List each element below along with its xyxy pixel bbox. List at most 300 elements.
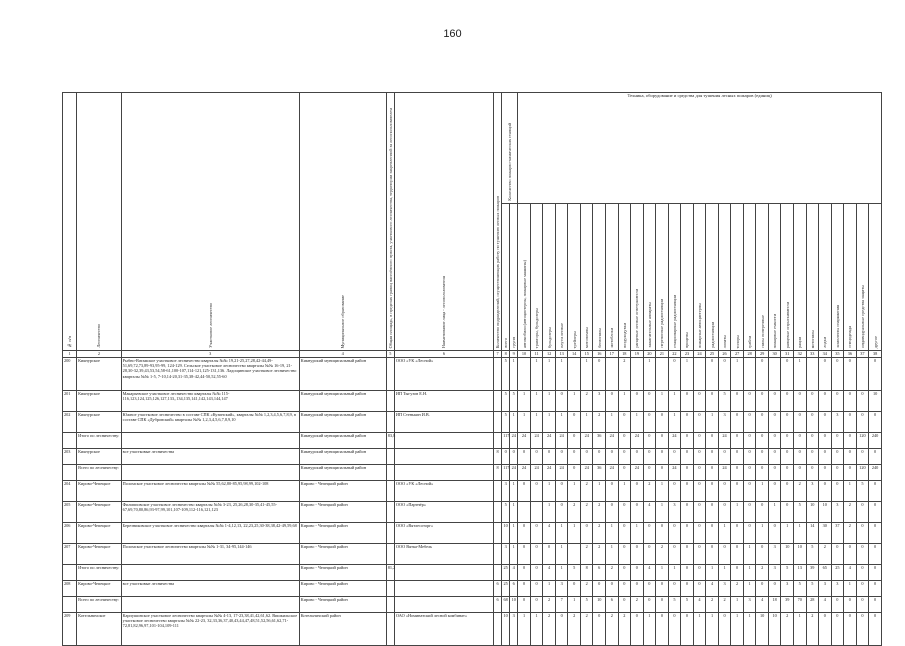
- value-cell: 2: [844, 502, 857, 523]
- value-cell: 2: [568, 613, 581, 646]
- header-text: Количество подразделений, осуществляющих работу по тушению лесных пожаров: [495, 195, 501, 348]
- value-cell: 4: [543, 565, 556, 581]
- area-value: [386, 358, 394, 391]
- header-col6: [394, 93, 493, 351]
- area-value: 83,8: [386, 433, 394, 449]
- value-cell: 1: [706, 613, 719, 646]
- value-cell: 68: [502, 597, 510, 613]
- value-cell: 0: [731, 412, 744, 433]
- value-cell: 3: [831, 581, 844, 597]
- value-cell: 5: [781, 565, 794, 581]
- header-text: другое: [872, 335, 878, 348]
- header-equipment: [656, 204, 669, 351]
- value-cell: 0: [718, 544, 731, 565]
- value-cell: 10: [502, 613, 510, 646]
- header-text: Количество пожарно-химических станций: [507, 123, 513, 201]
- header-equipment: [806, 204, 819, 351]
- value-cell: 1: [743, 581, 756, 597]
- value-cell: 0: [793, 449, 806, 465]
- value-cell: 3: [831, 412, 844, 433]
- district-description: все участковые лесничества: [121, 581, 299, 597]
- value-cell: 0: [781, 502, 794, 523]
- value-cell: 0: [618, 597, 631, 613]
- value-cell: 0: [844, 433, 857, 449]
- value-cell: 0: [518, 581, 531, 597]
- value-cell: 0: [643, 412, 656, 433]
- value-cell: 0: [856, 613, 869, 646]
- value-cell: 1: [706, 565, 719, 581]
- value-cell: 0: [793, 433, 806, 449]
- value-cell: [494, 481, 502, 502]
- value-cell: 1: [555, 544, 568, 565]
- forestry-name: Всего по лесничеству:: [77, 465, 122, 481]
- value-cell: 0: [693, 581, 706, 597]
- header-col8: [502, 93, 518, 204]
- header-equipment: [706, 204, 719, 351]
- row-number: 203: [63, 449, 77, 465]
- header-col1: [63, 93, 77, 351]
- value-cell: 0: [580, 449, 593, 465]
- value-cell: 2: [718, 597, 731, 613]
- value-cell: 3: [806, 481, 819, 502]
- value-cell: [494, 613, 502, 646]
- value-cell: 0: [869, 565, 882, 581]
- header-equipment: [869, 204, 882, 351]
- value-cell: 3: [668, 502, 681, 523]
- header-text: лодки: [822, 337, 828, 348]
- value-cell: 3: [768, 544, 781, 565]
- column-number: 6: [394, 351, 493, 358]
- row-number: 204: [63, 481, 77, 502]
- header-equipment: [844, 204, 857, 351]
- value-cell: 3: [510, 613, 518, 646]
- value-cell: 0: [856, 581, 869, 597]
- header-equipment: [819, 204, 832, 351]
- district-description: Поломское участковое лесничество кварталы №№ 1-31, 34-95,144-146: [121, 544, 299, 565]
- value-cell: 0: [693, 449, 706, 465]
- value-cell: 24: [555, 433, 568, 449]
- value-cell: 65: [819, 565, 832, 581]
- header-text: Наименование лица - лесопользователя: [441, 275, 447, 348]
- value-cell: 0: [756, 433, 769, 449]
- value-cell: 0: [681, 502, 694, 523]
- value-cell: 0: [768, 581, 781, 597]
- value-cell: 0: [606, 481, 619, 502]
- value-cell: 1: [568, 391, 581, 412]
- forest-user: ООО «Партнёр»: [394, 502, 493, 523]
- value-cell: 1: [555, 412, 568, 433]
- value-cell: 0: [668, 481, 681, 502]
- value-cell: 0: [631, 544, 644, 565]
- value-cell: 1: [743, 544, 756, 565]
- value-cell: 0: [731, 433, 744, 449]
- value-cell: 0: [819, 391, 832, 412]
- value-cell: 5: [806, 581, 819, 597]
- value-cell: 240: [869, 433, 882, 449]
- row-number: 205: [63, 502, 77, 523]
- value-cell: 0: [869, 544, 882, 565]
- forestry-name: Итого по лесничеству:: [77, 565, 122, 581]
- header-text: Муниципальное образование: [340, 294, 346, 348]
- value-cell: 0: [781, 449, 794, 465]
- value-cell: 0: [781, 433, 794, 449]
- value-cell: 1: [568, 481, 581, 502]
- value-cell: 5: [580, 597, 593, 613]
- value-cell: 7: [555, 597, 568, 613]
- value-cell: 0: [844, 597, 857, 613]
- value-cell: 0: [706, 358, 719, 391]
- column-number: 21: [656, 351, 669, 358]
- value-cell: 0: [781, 465, 794, 481]
- forest-user: [394, 581, 493, 597]
- value-cell: 0: [643, 449, 656, 465]
- value-cell: 0: [618, 502, 631, 523]
- value-cell: 0: [831, 597, 844, 613]
- table-row: [63, 613, 882, 646]
- header-text: мотоблоки: [609, 328, 615, 348]
- municipality: Кикнурский муниципальный район: [299, 412, 386, 433]
- value-cell: 1: [631, 523, 644, 544]
- header-equipment: [743, 204, 756, 351]
- header-group-row: [63, 93, 882, 204]
- column-number: 27: [731, 351, 744, 358]
- header-col2: [77, 93, 122, 351]
- value-cell: 0: [693, 465, 706, 481]
- value-cell: [631, 358, 644, 391]
- value-cell: 28: [806, 597, 819, 613]
- value-cell: 1: [530, 391, 543, 412]
- value-cell: 1: [510, 358, 518, 391]
- header-text: лопаты: [722, 334, 728, 348]
- table-row: [63, 412, 882, 433]
- header-equipment: [555, 204, 568, 351]
- value-cell: 1: [543, 358, 556, 391]
- value-cell: 0: [869, 358, 882, 391]
- value-cell: 1: [668, 565, 681, 581]
- municipality: Кирово - Чепецкий район: [299, 581, 386, 597]
- value-cell: 4: [543, 523, 556, 544]
- header-equipment: [693, 204, 706, 351]
- value-cell: 2: [618, 358, 631, 391]
- value-cell: 3: [781, 581, 794, 597]
- value-cell: 1: [510, 523, 518, 544]
- value-cell: 2: [631, 597, 644, 613]
- forest-user: [394, 597, 493, 613]
- value-cell: 0: [756, 449, 769, 465]
- table-row: [63, 465, 882, 481]
- fire-equipment-table-sheet: [62, 92, 882, 629]
- column-number: 38: [869, 351, 882, 358]
- value-cell: 1: [518, 613, 531, 646]
- value-cell: 2: [806, 613, 819, 646]
- value-cell: 0: [731, 481, 744, 502]
- header-equipment: [768, 204, 781, 351]
- value-cell: 0: [781, 391, 794, 412]
- value-cell: 120: [856, 465, 869, 481]
- header-equipment: [618, 204, 631, 351]
- value-cell: 0: [631, 581, 644, 597]
- value-cell: 0: [693, 391, 706, 412]
- value-cell: 1: [543, 502, 556, 523]
- header-text: индивидуальные средства защиты: [859, 285, 865, 348]
- value-cell: 0: [681, 523, 694, 544]
- value-cell: 2: [580, 544, 593, 565]
- value-cell: 1: [844, 581, 857, 597]
- value-cell: 0: [693, 544, 706, 565]
- value-cell: 5: [806, 544, 819, 565]
- value-cell: 0: [693, 481, 706, 502]
- value-cell: 0: [819, 613, 832, 646]
- header-equipment: [718, 204, 731, 351]
- value-cell: 1: [543, 581, 556, 597]
- value-cell: 0: [693, 523, 706, 544]
- value-cell: 0: [681, 565, 694, 581]
- value-cell: 0: [756, 412, 769, 433]
- value-cell: 4: [693, 597, 706, 613]
- column-number: 22: [668, 351, 681, 358]
- value-cell: 0: [518, 544, 531, 565]
- value-cell: 24: [518, 433, 531, 449]
- header-equipment: [793, 204, 806, 351]
- value-cell: 2: [618, 613, 631, 646]
- header-text: стационарные радиостанции: [671, 295, 677, 348]
- value-cell: [568, 358, 581, 391]
- value-cell: 0: [555, 391, 568, 412]
- fire-equipment-table: [62, 92, 882, 646]
- value-cell: 6: [593, 565, 606, 581]
- area-value: [386, 465, 394, 481]
- column-number: 10: [518, 351, 531, 358]
- column-number: 32: [793, 351, 806, 358]
- row-number: 209: [63, 613, 77, 646]
- value-cell: 0: [618, 449, 631, 465]
- value-cell: 1: [543, 391, 556, 412]
- value-cell: 1: [606, 412, 619, 433]
- district-description: Поломское участковое лесничество кварталы №№ 55,62,80-85,95,98,99,102-108: [121, 481, 299, 502]
- value-cell: 5: [856, 481, 869, 502]
- value-cell: 0: [806, 391, 819, 412]
- header-equipment: [643, 204, 656, 351]
- value-cell: 0: [806, 412, 819, 433]
- value-cell: 120: [856, 433, 869, 449]
- forest-user: [394, 565, 493, 581]
- value-cell: 0: [844, 358, 857, 391]
- value-cell: 10: [593, 597, 606, 613]
- value-cell: 24: [518, 465, 531, 481]
- value-cell: 1: [580, 412, 593, 433]
- value-cell: [494, 433, 502, 449]
- value-cell: 0: [706, 391, 719, 412]
- column-number: 36: [844, 351, 857, 358]
- district-description: [121, 565, 299, 581]
- table-row: [63, 433, 882, 449]
- municipality: Кикнурский муниципальный район: [299, 433, 386, 449]
- value-cell: 0: [643, 597, 656, 613]
- column-number: 25: [706, 351, 719, 358]
- value-cell: 0: [869, 581, 882, 597]
- value-cell: 0: [681, 613, 694, 646]
- value-cell: 0: [731, 523, 744, 544]
- district-description: [121, 465, 299, 481]
- value-cell: 0: [656, 449, 669, 465]
- header-text: грабли: [747, 335, 753, 348]
- forest-user: ООО «Вятлесоторг»: [394, 523, 493, 544]
- value-cell: 0: [844, 465, 857, 481]
- value-cell: 0: [580, 523, 593, 544]
- value-cell: 0: [819, 412, 832, 433]
- value-cell: 0: [844, 544, 857, 565]
- forest-user: ООО Вятка-Мебель: [394, 544, 493, 565]
- value-cell: 0: [793, 391, 806, 412]
- value-cell: 0: [869, 597, 882, 613]
- value-cell: 1: [510, 502, 518, 523]
- value-cell: 0: [743, 433, 756, 449]
- value-cell: 24: [718, 465, 731, 481]
- value-cell: 0: [618, 433, 631, 449]
- column-number: 3: [121, 351, 299, 358]
- column-number: 12: [543, 351, 556, 358]
- value-cell: 4: [844, 565, 857, 581]
- value-cell: 0: [568, 449, 581, 465]
- value-cell: 24: [510, 433, 518, 449]
- value-cell: [743, 358, 756, 391]
- value-cell: 1: [668, 391, 681, 412]
- value-cell: 0: [668, 449, 681, 465]
- header-text: плуги лесные: [559, 323, 565, 348]
- value-cell: 0: [756, 358, 769, 391]
- value-cell: 8: [494, 449, 502, 465]
- value-cell: [693, 358, 706, 391]
- row-number: [63, 565, 77, 581]
- value-cell: 1: [756, 523, 769, 544]
- value-cell: 2: [606, 613, 619, 646]
- value-cell: 0: [706, 481, 719, 502]
- municipality: Кирово - Чепецкий район: [299, 523, 386, 544]
- value-cell: 10: [793, 544, 806, 565]
- area-value: [386, 502, 394, 523]
- value-cell: 0: [768, 523, 781, 544]
- value-cell: 2: [580, 502, 593, 523]
- municipality: Кикнурский муниципальный район: [299, 391, 386, 412]
- value-cell: 0: [530, 449, 543, 465]
- value-cell: 0: [568, 412, 581, 433]
- column-number: 15: [580, 351, 593, 358]
- value-cell: 1: [555, 565, 568, 581]
- value-cell: [606, 358, 619, 391]
- forestry-name: Всего по лесничеству:: [77, 597, 122, 613]
- value-cell: 0: [618, 412, 631, 433]
- row-number: 208: [63, 581, 77, 597]
- value-cell: 0: [781, 481, 794, 502]
- table-row: [63, 358, 882, 391]
- district-description: Южное участковое лесничество в составе СПК «Кузинский», кварталы №№ 1,2,3,4,5,6,7,8,9, в составе СПК «Дубровский» кварталы №№ 1,2,3,4,5,6,7,8,9,10: [121, 412, 299, 433]
- value-cell: 0: [768, 433, 781, 449]
- header-equipment: [593, 204, 606, 351]
- value-cell: 0: [706, 465, 719, 481]
- value-cell: 6: [494, 597, 502, 613]
- column-number: 26: [718, 351, 731, 358]
- forest-user: ОАО «Номинатский лесной комбинат»: [394, 613, 493, 646]
- value-cell: 1: [530, 358, 543, 391]
- value-cell: 0: [743, 465, 756, 481]
- value-cell: 0: [869, 481, 882, 502]
- value-cell: 5: [502, 412, 510, 433]
- value-cell: 0: [618, 523, 631, 544]
- value-cell: 1: [656, 391, 669, 412]
- value-cell: 10: [768, 613, 781, 646]
- value-cell: 1: [510, 481, 518, 502]
- value-cell: 24: [606, 433, 619, 449]
- value-cell: 0: [806, 433, 819, 449]
- column-number: 24: [693, 351, 706, 358]
- value-cell: [530, 502, 543, 523]
- value-cell: 1: [706, 412, 719, 433]
- row-number: [63, 465, 77, 481]
- column-number: 34: [819, 351, 832, 358]
- value-cell: 37: [831, 523, 844, 544]
- column-number: 35: [831, 351, 844, 358]
- value-cell: 1: [643, 613, 656, 646]
- header-text: комплекты снаряжения: [834, 305, 840, 348]
- value-cell: 1: [743, 613, 756, 646]
- value-cell: 24: [580, 465, 593, 481]
- column-number: 5: [386, 351, 394, 358]
- value-cell: 10: [819, 502, 832, 523]
- header-text: № п/п: [67, 336, 73, 348]
- value-cell: 3: [718, 412, 731, 433]
- municipality: Кирово - Чепецкий район: [299, 597, 386, 613]
- value-cell: 0: [831, 358, 844, 391]
- value-cell: 0: [706, 449, 719, 465]
- municipality: Кирово - Чепецкий район: [299, 502, 386, 523]
- value-cell: 0: [543, 449, 556, 465]
- value-cell: 2: [731, 581, 744, 597]
- row-number: 202: [63, 412, 77, 433]
- value-cell: 0: [706, 502, 719, 523]
- value-cell: 0: [643, 581, 656, 597]
- value-cell: [494, 391, 502, 412]
- value-cell: 5: [568, 565, 581, 581]
- area-value: [386, 391, 394, 412]
- value-cell: 2: [543, 613, 556, 646]
- row-number: [63, 597, 77, 613]
- value-cell: 1: [793, 613, 806, 646]
- table-row: [63, 581, 882, 597]
- value-cell: 24: [543, 433, 556, 449]
- district-description: [121, 433, 299, 449]
- value-cell: 0: [681, 481, 694, 502]
- value-cell: 117: [502, 465, 510, 481]
- header-equipment: [681, 204, 694, 351]
- header-text: бензопилы: [596, 328, 602, 348]
- value-cell: 3: [502, 544, 510, 565]
- value-cell: 0: [656, 465, 669, 481]
- header-text: топоры: [734, 334, 740, 348]
- value-cell: 10: [502, 523, 510, 544]
- value-cell: 0: [831, 433, 844, 449]
- area-value: [386, 597, 394, 613]
- header-col4: [299, 93, 386, 351]
- value-cell: 0: [731, 449, 744, 465]
- value-cell: 0: [656, 412, 669, 433]
- value-cell: 2: [593, 412, 606, 433]
- value-cell: 24: [631, 433, 644, 449]
- value-cell: 0: [631, 502, 644, 523]
- header-text: тракторы, бульдозеры: [534, 307, 540, 348]
- value-cell: 24: [580, 433, 593, 449]
- value-cell: 0: [543, 544, 556, 565]
- value-cell: 0: [681, 449, 694, 465]
